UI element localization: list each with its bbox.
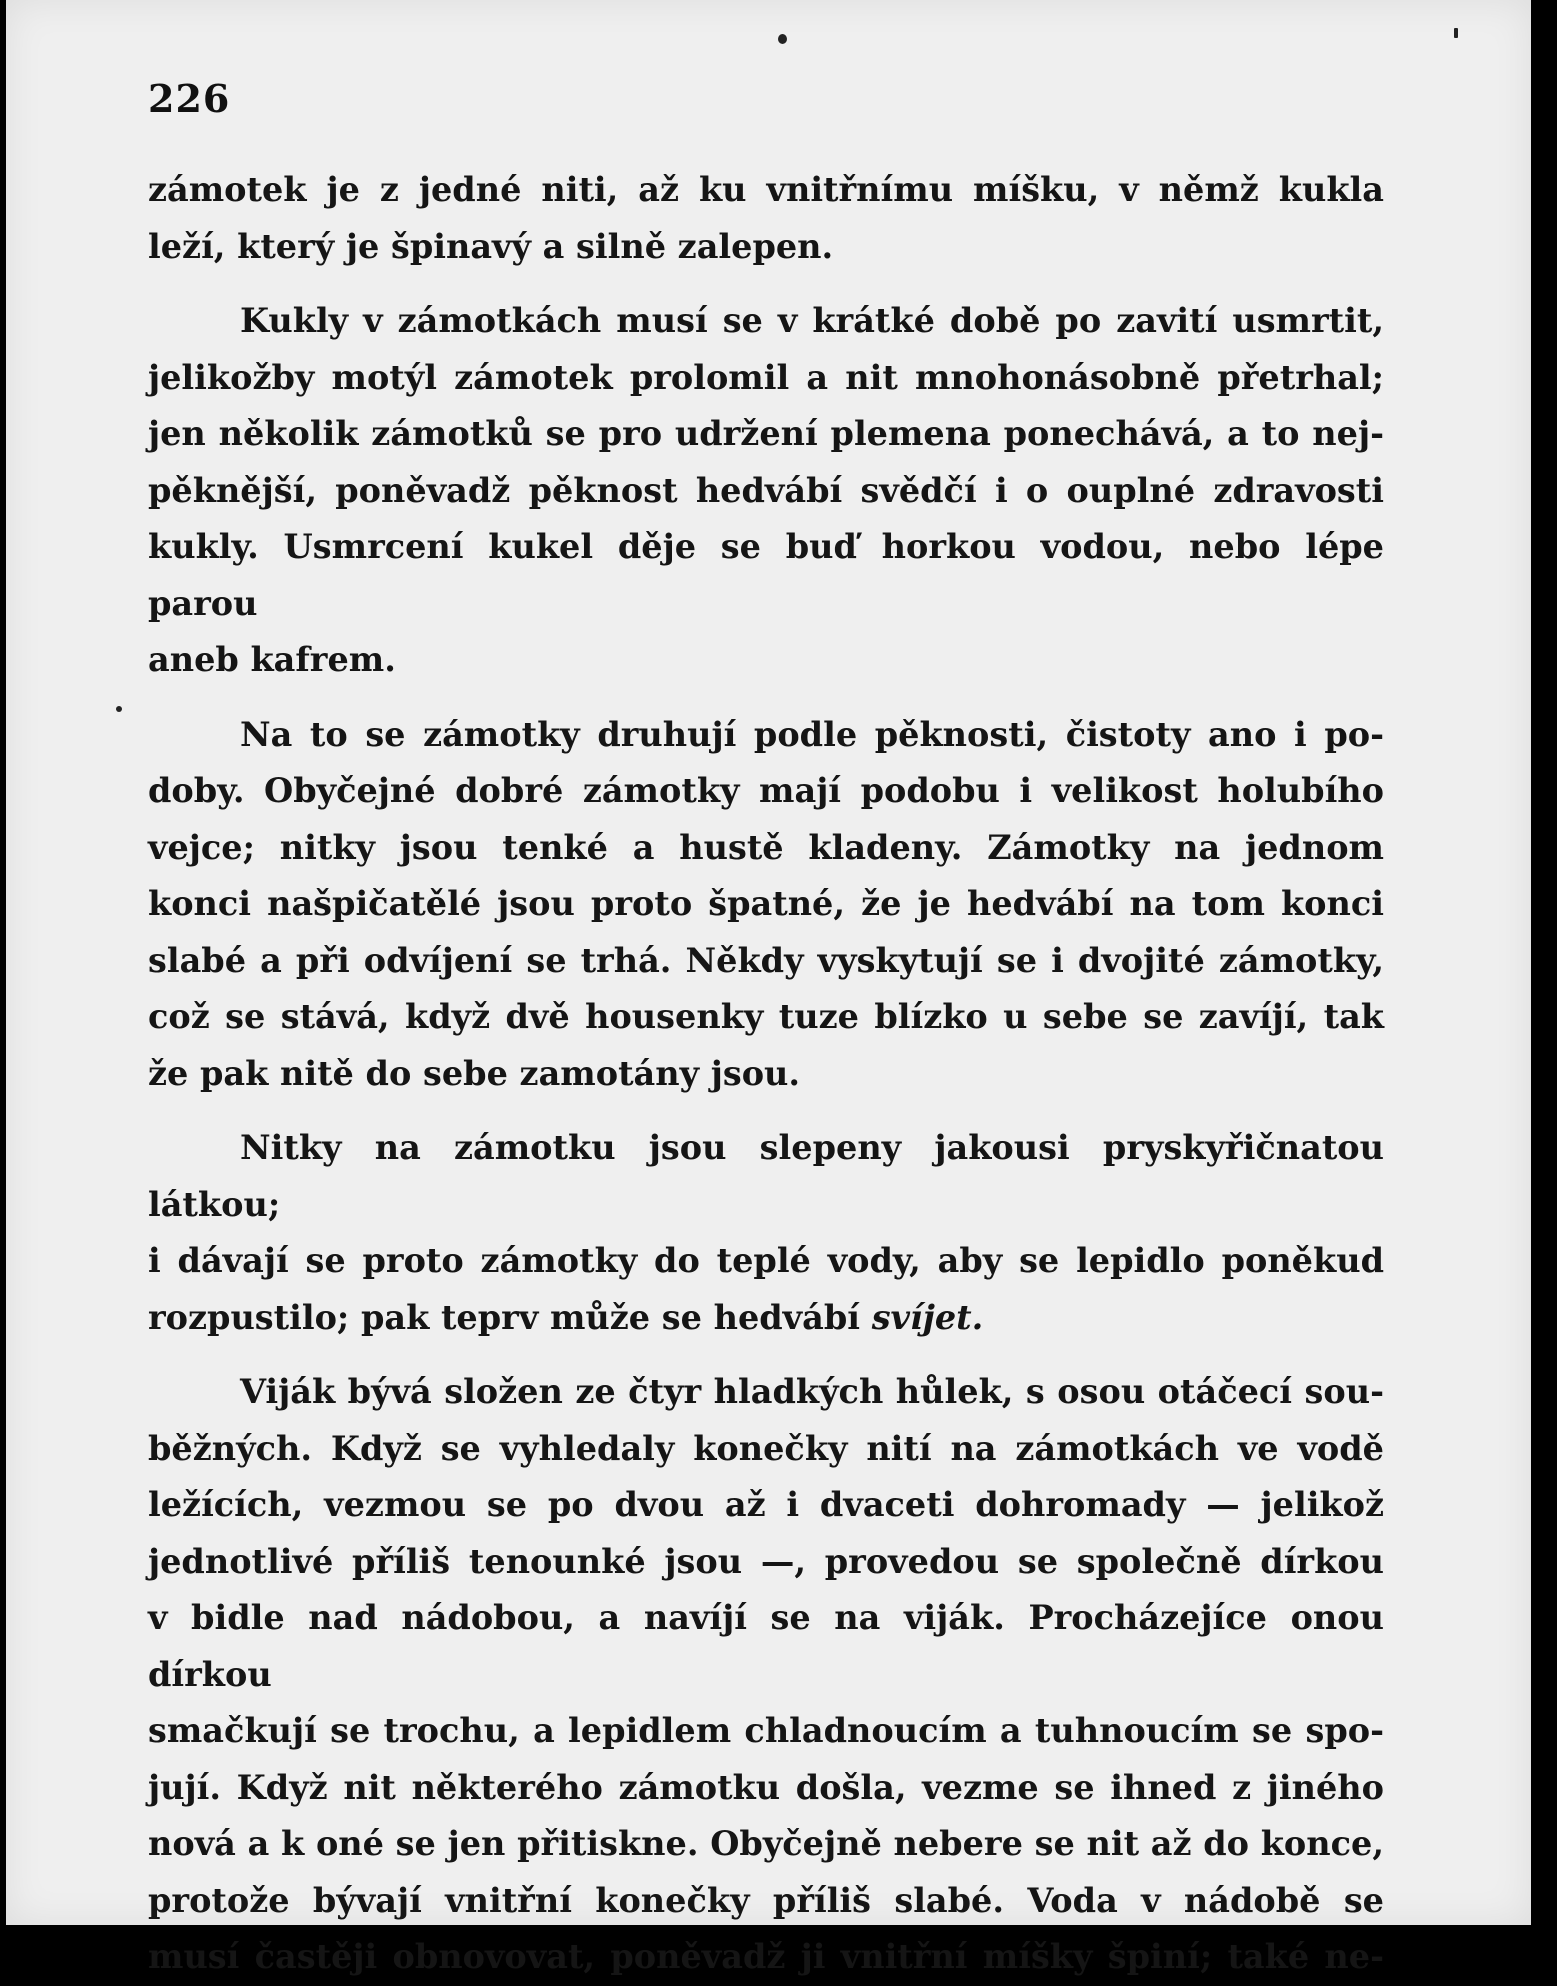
text-line: běžných. Když se vyhledaly konečky nití na zámotkách ve vodě [148,1428,1384,1468]
text-line: nová a k oné se jen přitiskne. Obyčejně nebere se nit až do konce, [148,1824,1384,1863]
text-line: což se stává, když dvě housenky tuze blízko u sebe se zavíjí, tak [148,997,1384,1036]
text-line: pěknější, poněvadž pěknost hedvábí svědčí i o ouplné zdravosti [148,470,1384,510]
book-page [6,0,1531,1976]
text-line: Na to se zámotky druhují podle pěknosti, čistoty ano i po- [240,714,1384,754]
italic-word: svíjet. [871,1297,984,1337]
text-line: v bidle nad nádobou, a navíjí se na viják. Procházejíce onou dírkou [148,1598,1384,1694]
text-line: Viják bývá složen ze čtyr hladkých hůlek, s osou otáčecí sou- [240,1372,1384,1411]
text-line: kukly. Usmrcení kukel děje se buď horkou vodou, nebo lépe parou [148,527,1384,623]
scan-speck [778,34,787,44]
text-line: jelikožby motýl zámotek prolomil a nit mnohonásobně přetrhal; [148,357,1384,397]
text-line [148,1290,1384,1347]
text-line: doby. Obyčejné dobré zámotky mají podobu i velikost holubího [148,771,1384,810]
text-line: Nitky na zámotku jsou slepeny jakousi pryskyřičnatou látkou; [148,1128,1384,1224]
text-line: jují. Když nit některého zámotku došla, vezme se ihned z jiného [148,1767,1384,1807]
scan-speck [1454,28,1458,38]
text-line: musí častěji obnovovat, poněvadž ji vnitřní míšky špiní; také ne- [148,1937,1384,1976]
text-line: ležících, vezmou se po dvou až i dvaceti dohromady — jelikož [148,1485,1384,1524]
text-line: slabé a při odvíjení se trhá. Někdy vyskytují se i dvojité zámotky, [148,940,1384,980]
text-line-start: rozpustilo; pak teprv může se hedvábí [148,1297,861,1337]
text-line: konci našpičatělé jsou proto špatné, že je hedvábí na tom konci [148,884,1384,923]
page-number: 226 [148,76,231,121]
text-line: jen několik zámotků se pro udržení plemena ponechává, a to nej- [148,414,1384,453]
text-line: protože bývají vnitřní konečky příliš slabé. Voda v nádobě se [148,1880,1384,1920]
text-line: že pak nitě do sebe zamotány jsou. [148,1053,801,1093]
text-line: Kukly v zámotkách musí se v krátké době po zavití usmrtit, [240,301,1384,340]
text-line: aneb kafrem. [148,640,396,679]
scan-speck [116,706,122,712]
text-line: vejce; nitky jsou tenké a hustě kladeny. Zámotky na jednom [148,827,1384,867]
text-line: jednotlivé příliš tenounké jsou —, provedou se společně dírkou [148,1541,1384,1581]
text-line: zámotek je z jedné niti, až ku vnitřnímu míšku, v němž kukla [148,170,1384,209]
text-line: i dávají se proto zámotky do teplé vody, aby se lepidlo poněkud [148,1241,1384,1280]
text-line: smačkují se trochu, a lepidlem chladnoucím a tuhnoucím se spo- [148,1711,1384,1750]
text-line: leží, který je špinavý a silně zalepen. [148,226,834,266]
body-text [148,162,1384,1986]
